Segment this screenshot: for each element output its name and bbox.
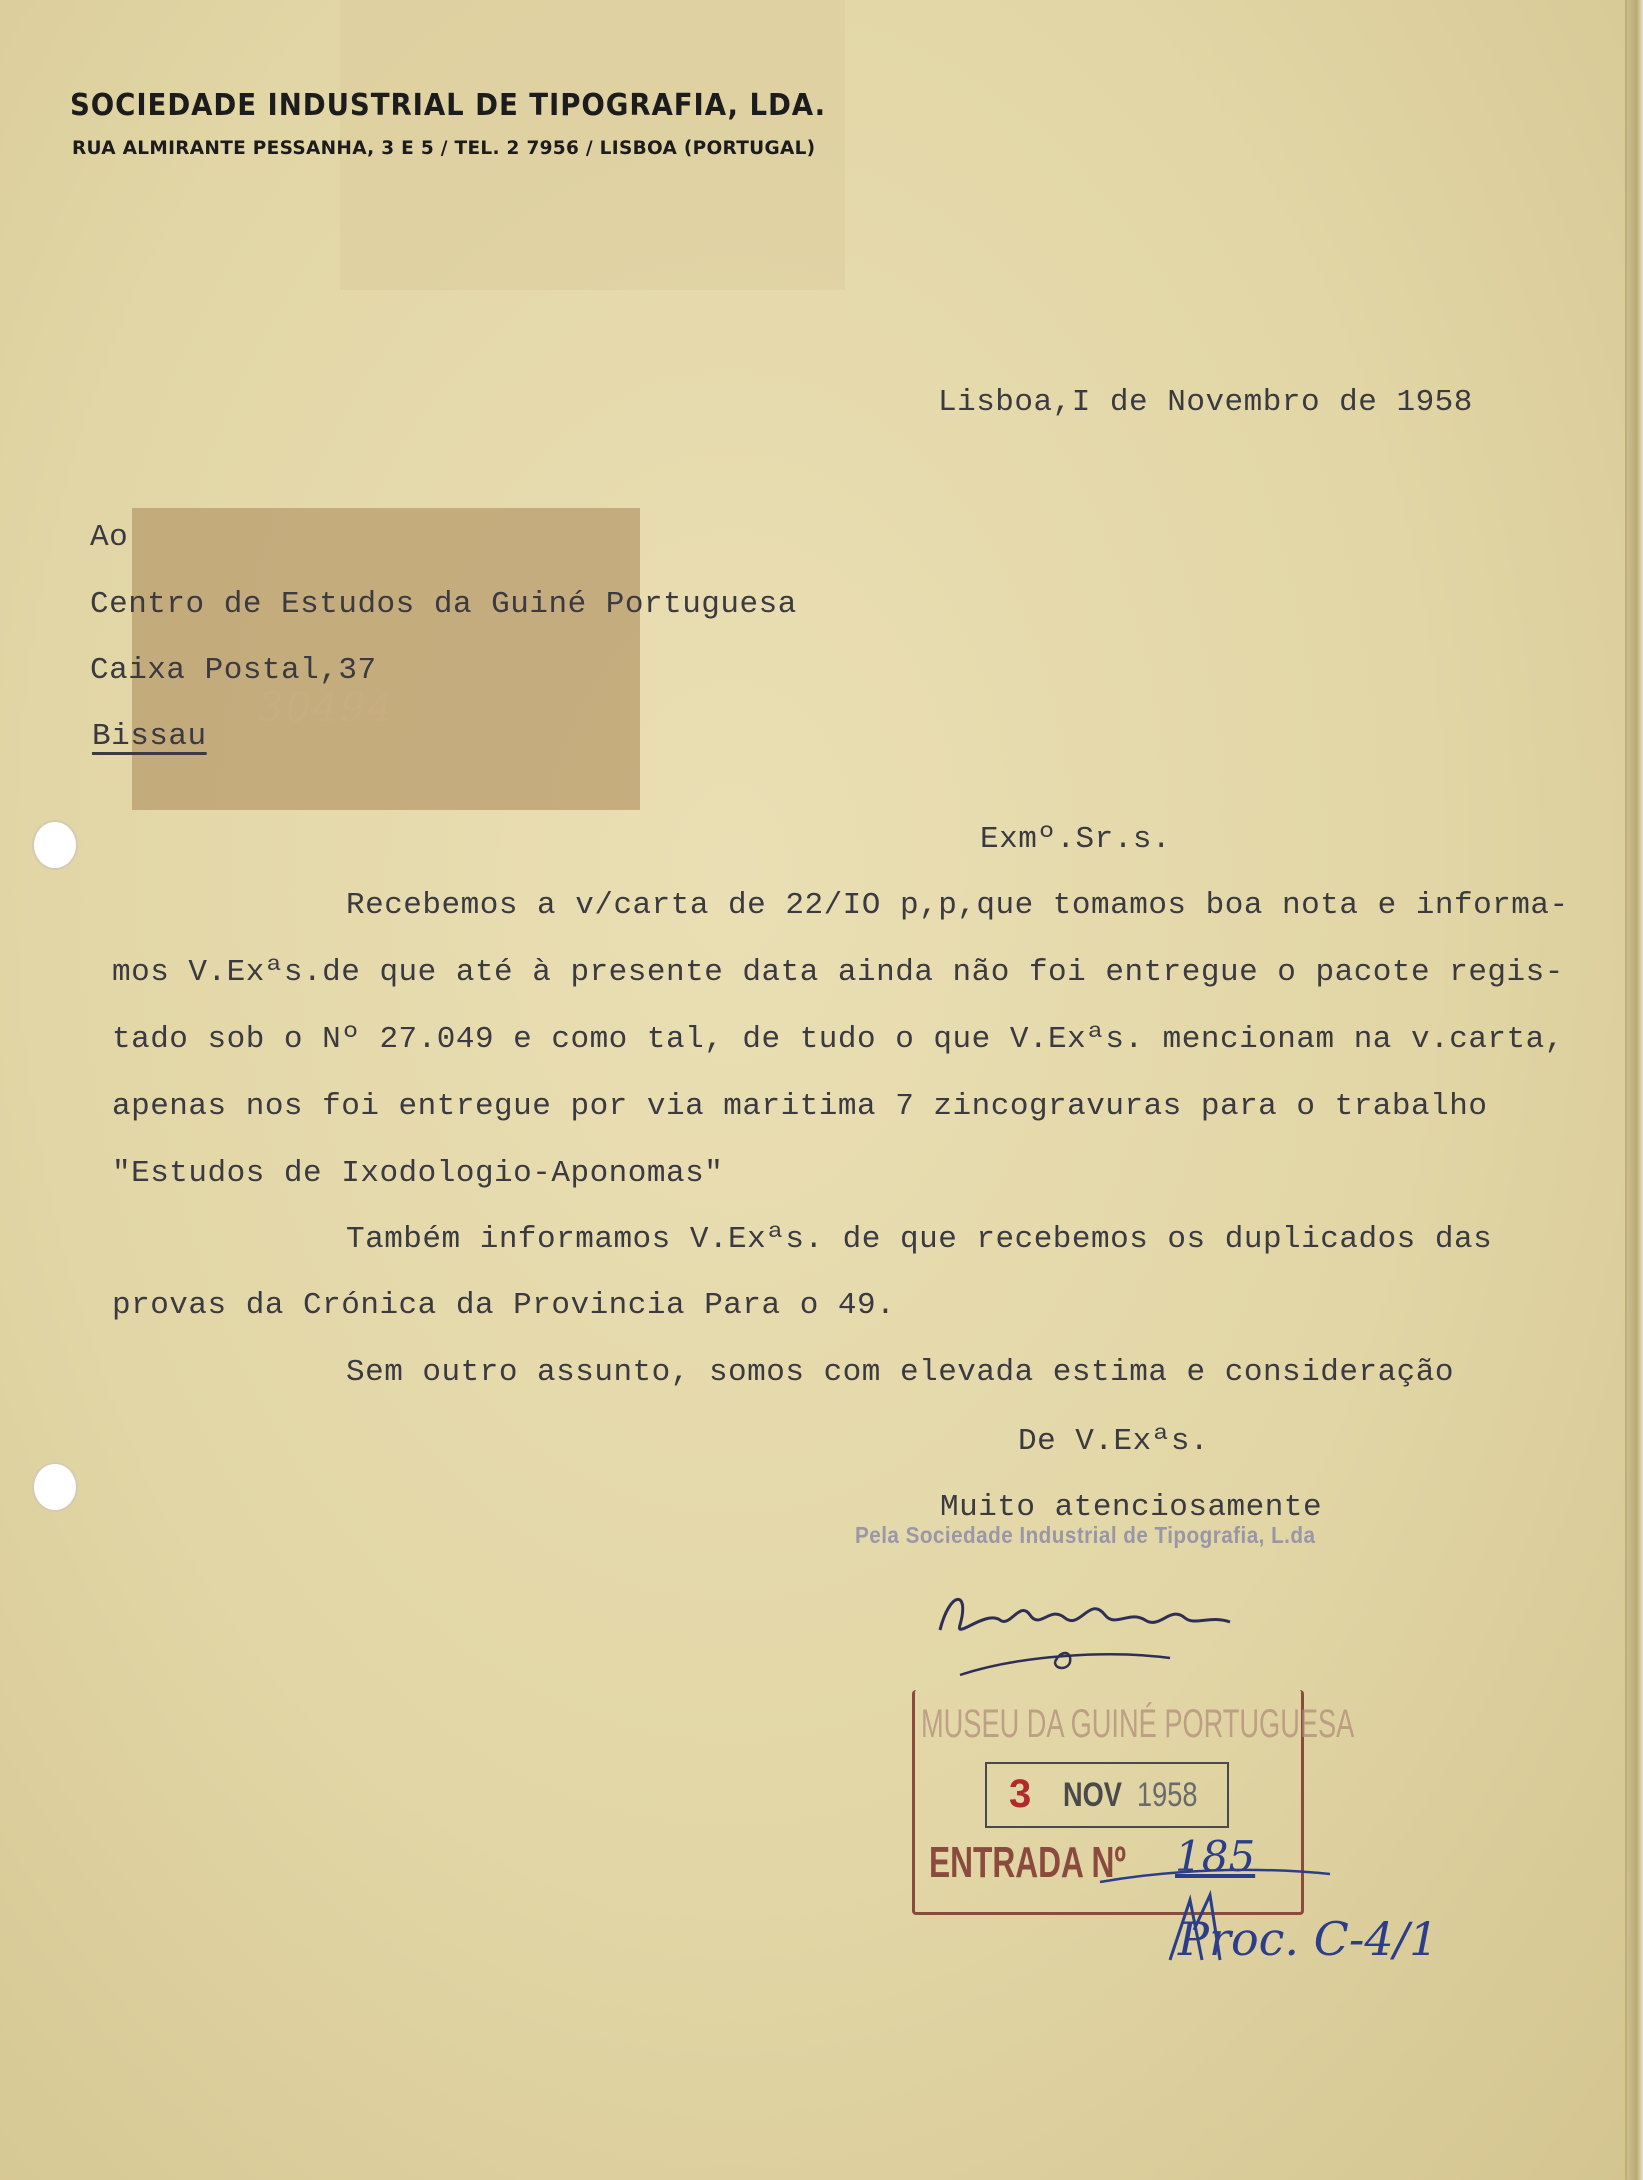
stamp-entry-label: ENTRADA Nº [929, 1838, 1126, 1887]
archive-number: 30494 [258, 685, 396, 731]
stamp-entry-number: 185 [1175, 1832, 1256, 1881]
stamp-date-box [985, 1762, 1229, 1828]
body-line-2: mos V.Exªs.de que até à presente data ainda não foi entregue o pacote regis- [112, 955, 1564, 990]
closing-line-2: Muito atenciosamente [940, 1490, 1323, 1525]
stamp-year: 1958 [1137, 1776, 1198, 1814]
body-line-6: Também informamos V.Exªs. de que recebemos os duplicados das [346, 1222, 1493, 1257]
paper-edge [1627, 0, 1643, 2180]
signature [930, 1570, 1250, 1680]
recipient-line-1: Ao [90, 520, 129, 555]
stamp-month: NOV [1063, 1776, 1122, 1814]
closing-line-1: De V.Exªs. [1018, 1424, 1210, 1459]
letterhead-address: RUA ALMIRANTE PESSANHA, 3 E 5 / TEL. 2 7956 / LISBOA (PORTUGAL) [72, 138, 816, 159]
recipient-line-2: Centro de Estudos da Guiné Portuguesa [90, 587, 797, 622]
punch-hole-lower [32, 1462, 78, 1512]
recipient-line-4: Bissau [92, 719, 207, 754]
company-signature-stamp: Pela Sociedade Industrial de Tipografia, L.da [855, 1522, 1316, 1548]
body-line-4: apenas nos foi entregue por via maritima 7 zincogravuras para o trabalho [112, 1089, 1488, 1124]
punch-hole-upper [32, 820, 78, 870]
body-line-5: "Estudos de Ixodologio-Aponomas" [112, 1156, 724, 1191]
handwritten-note: Proc. C-4/1 [1178, 1912, 1439, 1966]
date-line: Lisboa,I de Novembro de 1958 [938, 385, 1473, 420]
body-line-3: tado sob o Nº 27.049 e como tal, de tudo o que V.Exªs. mencionam na v.carta, [112, 1022, 1564, 1057]
stamp-museum-name: MUSEU DA GUINÉ PORTUGUESA [921, 1702, 1355, 1746]
recipient-line-3: Caixa Postal,37 [90, 653, 377, 688]
body-line-7: provas da Crónica da Provincia Para o 49. [112, 1288, 896, 1323]
letterhead-company: SOCIEDADE INDUSTRIAL DE TIPOGRAFIA, LDA. [70, 88, 827, 123]
salutation: Exmº.Sr.s. [980, 822, 1172, 857]
body-line-8: Sem outro assunto, somos com elevada estima e consideração [346, 1355, 1454, 1390]
stamp-day: 3 [1009, 1772, 1032, 1816]
body-line-1: Recebemos a v/carta de 22/IO p,p,que tomamos boa nota e informa- [346, 888, 1569, 923]
